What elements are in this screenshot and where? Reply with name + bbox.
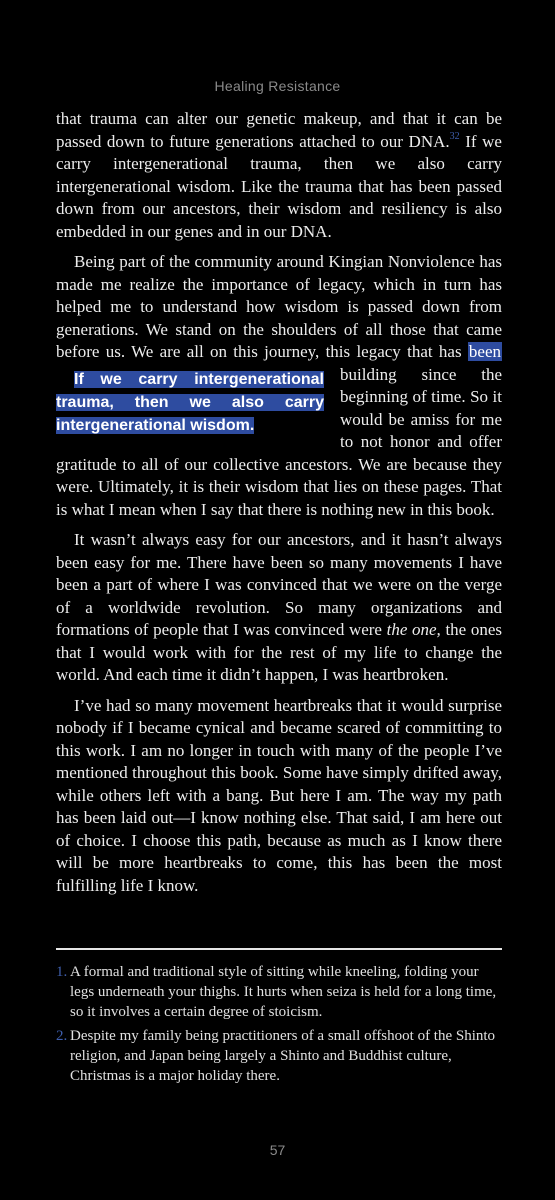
paragraph-1 [56,108,502,243]
footnote-2-number[interactable]: 2. [56,1028,68,1044]
pull-quote[interactable] [56,368,324,437]
footnotes [56,962,502,1090]
footnote-1-text: A formal and traditional style of sitting while kneeling, folding your legs underneath your thighs. It hurts when seiza is held for a long time, so it involves a certain degree of stoicism. [70,964,497,1020]
footnote-2-text: Despite my family being practitioners of a small offshoot of the Shinto religion, and Japan being largely a Shinto and Buddhist culture, Christmas is a major holiday there. [70,1028,496,1084]
paragraph-4: I’ve had so many movement heartbreaks that it would surprise nobody if I became cynical and became scared of committing to this work. I am no longer in touch with many of the people I’ve mentioned throughout this book. Some have simply drifted away, while others left with a bang. But here I am. The way my path has been laid out—I know nothing else. That said, I am here out of choice. I choose this path, because as much as I know there will be more heartbreaks to come, this has been the most fulfilling life I know. [56,695,502,895]
book-page-content [56,108,502,905]
footnote-2 [56,1026,502,1086]
paragraph-1-text-cont: If we carry intergenerational trauma, then we also carry intergenerational wisdom. Like the trauma that has been passed down from our ancestors, their wisdom and resiliency is also embedded in our genes and in our DNA. [56,131,502,241]
paragraph-3-text-a: It wasn’t always easy for our ancestors, and it hasn’t always been easy for me. There have been so many movements I have been a part of where I was convinced that we were on the verge of a worldwide revolution. So many organizations and formations of people that I was convinced were [56,530,502,639]
paragraph-1-text: that trauma can alter our genetic makeup, and that it can be passed down to future generations attached to our DNA. [56,109,502,151]
paragraph-2 [56,251,502,521]
footnote-divider [56,948,502,950]
footnote-1-number[interactable]: 1. [56,964,68,980]
paragraph-2-text-a: Being part of the community around Kingian Nonviolence has made me realize the importance of legacy, which in turn has helped me to understand how wisdom is passed down from generations. We stand on the shoulders of all those that came before us. We are all on this journey, this legacy that has [56,252,502,361]
paragraph-2-text-b: building since the beginning of time. So it would be amiss for me to not honor and offer gratitude to all of our collective ancestors. We are because they were. Ultimately, it is their wisdom that lies on these pages. That is what I mean when I say that there is nothing new in this book. [56,364,502,519]
highlighted-word[interactable]: been [468,342,501,361]
paragraph-3-italic: the one, [386,620,441,639]
book-header-title: Healing Resistance [214,78,341,94]
paragraph-3-text-b: the ones that I would work with for the rest of my life to change the world. And each time it didn’t happen, I was heartbroken. [56,620,502,684]
paragraph-3 [56,529,502,687]
page-number: 57 [269,1142,286,1158]
footnote-ref-32[interactable]: 32 [449,130,460,142]
footnote-1 [56,962,502,1022]
pull-quote-text: If we carry intergenerational trauma, then we also carry intergenerational wisdom. [56,370,324,434]
